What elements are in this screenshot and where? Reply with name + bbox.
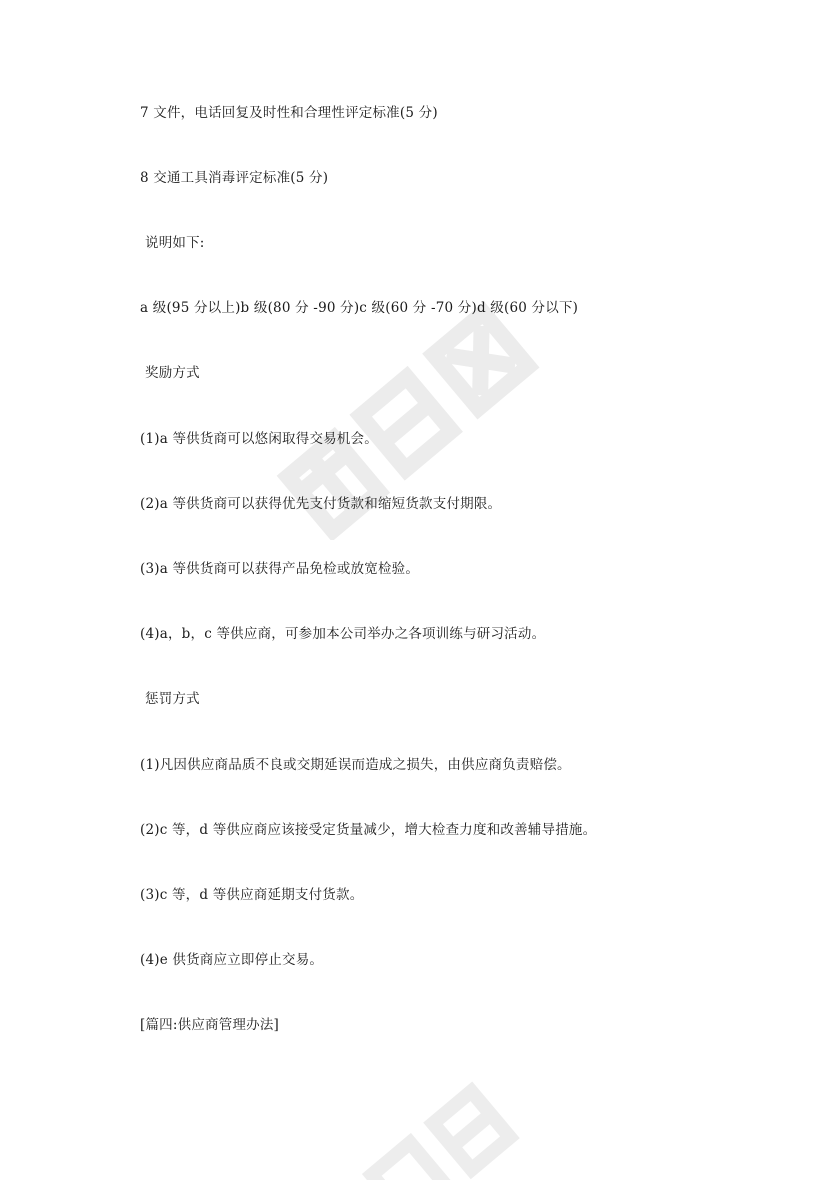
text-line-12: (2)c 等，d 等供应商应该接受定货量减少，增大检查力度和改善辅导措施。: [140, 822, 597, 838]
text-line-4: a 级(95 分以上)b 级(80 分 -90 分)c 级(60 分 -70 分)d 级(60 分以下): [140, 300, 579, 316]
text-line-3: 说明如下:: [145, 235, 205, 251]
text-line-1: 7 文件，电话回复及时性和合理性评定标准(5 分): [140, 105, 438, 121]
text-line-8: (3)a 等供货商可以获得产品免检或放宽检验。: [140, 561, 420, 577]
text-line-6: (1)a 等供货商可以悠闲取得交易机会。: [140, 431, 378, 447]
text-line-11: (1)凡因供应商品质不良或交期延误而造成之损失，由供应商负责赔偿。: [140, 757, 571, 773]
watermark-logo-lower: [330, 1050, 590, 1180]
text-line-2: 8 交通工具消毒评定标准(5 分): [140, 170, 329, 186]
text-line-14: (4)e 供货商应立即停止交易。: [140, 952, 324, 968]
text-line-9: (4)a，b，c 等供应商，可参加本公司举办之各项训练与研习活动。: [140, 626, 546, 642]
text-line-13: (3)c 等，d 等供应商延期支付货款。: [140, 887, 364, 903]
section-title-part-four: [篇四:供应商管理办法]: [140, 1017, 279, 1033]
section-heading-penalties: 惩罚方式: [145, 691, 200, 707]
section-heading-rewards: 奖励方式: [145, 365, 200, 381]
text-line-7: (2)a 等供货商可以获得优先支付货款和缩短货款支付期限。: [140, 496, 502, 512]
